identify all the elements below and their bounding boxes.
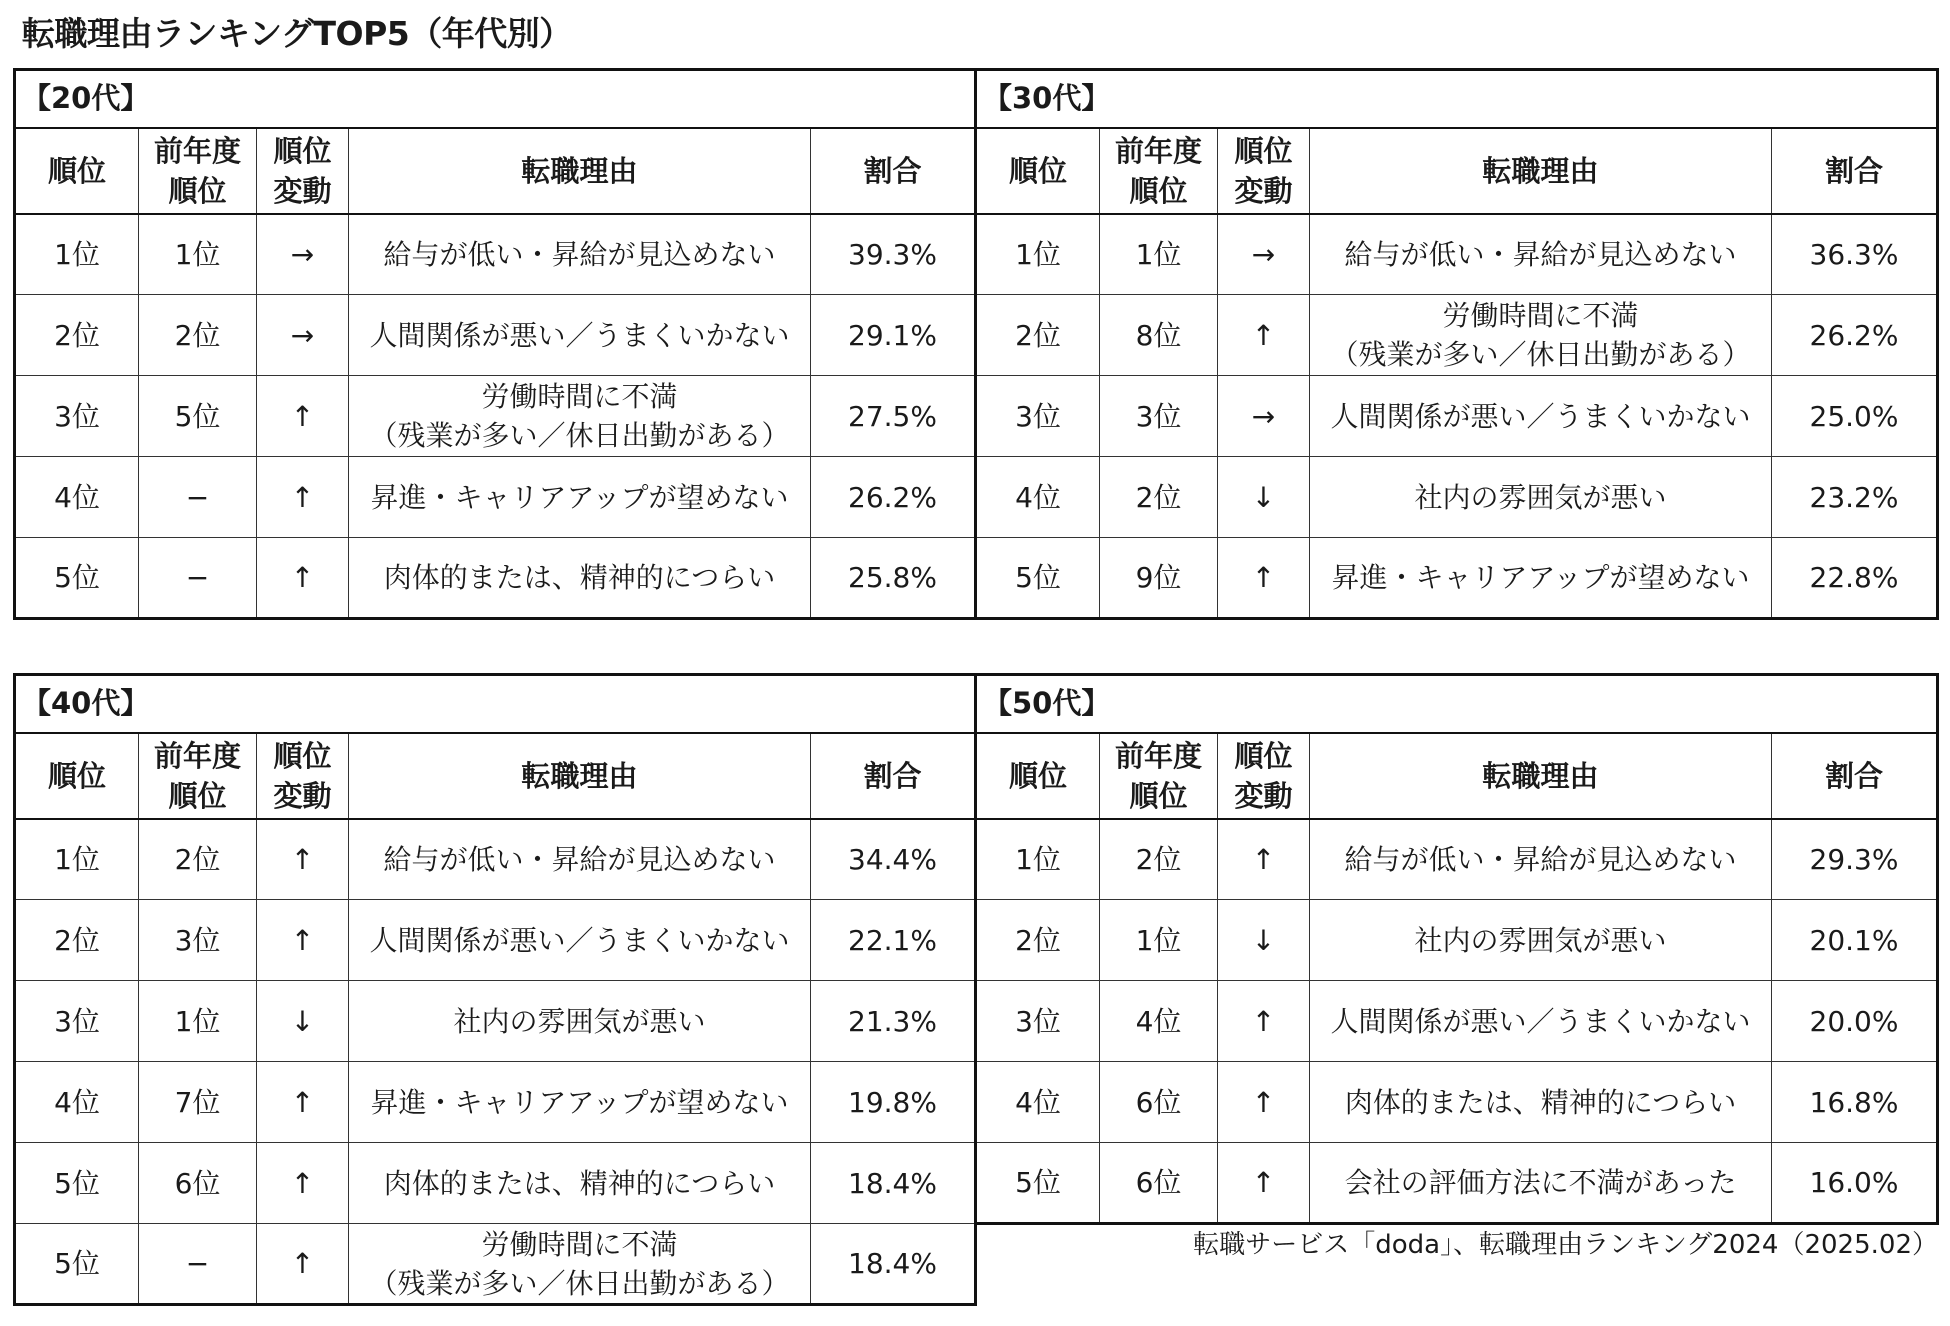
- age-group-label: 【50代】: [976, 675, 1938, 733]
- table-row: [976, 295, 1938, 376]
- prev-rank-cell: 6位: [139, 1143, 257, 1224]
- table-row: [976, 457, 1938, 538]
- text-line: （残業が多い／休日出勤がある）: [1330, 338, 1751, 371]
- text-line: 順位: [273, 133, 332, 168]
- prev-rank-cell: −: [139, 538, 257, 619]
- text-line: 順位: [273, 738, 332, 773]
- ratio-cell: 23.2%: [1772, 457, 1938, 538]
- header-ratio: 割合: [811, 733, 976, 819]
- reason-cell: [349, 376, 811, 457]
- header-prev-rank: [139, 733, 257, 819]
- header-rank-change: [257, 733, 349, 819]
- reason-cell: [1310, 1062, 1772, 1143]
- reason-cell: [1310, 376, 1772, 457]
- text-line: 労働時間に不満: [1442, 299, 1639, 332]
- ratio-cell: 20.0%: [1772, 981, 1938, 1062]
- rank-cell: 1位: [976, 819, 1100, 900]
- prev-rank-cell: 2位: [1100, 457, 1218, 538]
- prev-rank-cell: 7位: [139, 1062, 257, 1143]
- table-row: [976, 1062, 1938, 1143]
- prev-rank-cell: 2位: [139, 295, 257, 376]
- table-row: [15, 819, 976, 900]
- group-title-row: [976, 675, 1938, 733]
- ratio-cell: 29.1%: [811, 295, 976, 376]
- text-line: 社内の雰囲気が悪い: [1414, 480, 1667, 514]
- header-ratio: 割合: [811, 128, 976, 214]
- rank-cell: 2位: [976, 900, 1100, 981]
- rank-change-cell: ↓: [1218, 900, 1310, 981]
- header-prev-rank: [139, 128, 257, 214]
- ranking-table-30s: [974, 68, 1939, 620]
- table-row: [15, 900, 976, 981]
- header-rank: 順位: [15, 128, 139, 214]
- header-prev-rank: [1100, 733, 1218, 819]
- ranking-table-20s: [13, 68, 977, 620]
- text-line: 会社の評価方法に不満があった: [1344, 1166, 1737, 1199]
- rank-change-cell: ↑: [1218, 295, 1310, 376]
- rank-cell: 5位: [976, 538, 1100, 619]
- rank-change-cell: →: [257, 214, 349, 295]
- rank-change-cell: ↑: [257, 457, 349, 538]
- reason-cell: [349, 214, 811, 295]
- table-row: [15, 376, 976, 457]
- rank-change-cell: ↓: [257, 981, 349, 1062]
- text-line: 順位: [1234, 738, 1293, 773]
- header-reason: 転職理由: [1310, 128, 1772, 214]
- text-line: 給与が低い・昇給が見込めない: [383, 842, 776, 876]
- prev-rank-cell: −: [139, 1224, 257, 1305]
- reason-cell: [1310, 295, 1772, 376]
- header-row: [15, 128, 976, 214]
- header-reason: 転職理由: [349, 128, 811, 214]
- ratio-cell: 25.8%: [811, 538, 976, 619]
- table-row: [15, 1143, 976, 1224]
- header-ratio: 割合: [1772, 733, 1938, 819]
- table-row: [976, 900, 1938, 981]
- rank-cell: 2位: [976, 295, 1100, 376]
- rank-change-cell: ↑: [257, 900, 349, 981]
- rank-cell: 2位: [15, 295, 139, 376]
- rank-change-cell: ↓: [1218, 457, 1310, 538]
- prev-rank-cell: 4位: [1100, 981, 1218, 1062]
- text-line: 順位: [1129, 173, 1188, 208]
- table-row: [15, 1062, 976, 1143]
- text-line: 前年度: [1114, 133, 1202, 168]
- prev-rank-cell: 3位: [139, 900, 257, 981]
- rank-cell: 3位: [15, 981, 139, 1062]
- ratio-cell: 21.3%: [811, 981, 976, 1062]
- table-row: [15, 214, 976, 295]
- rank-cell: 5位: [15, 1143, 139, 1224]
- prev-rank-cell: −: [139, 457, 257, 538]
- ratio-cell: 26.2%: [1772, 295, 1938, 376]
- text-line: 昇進・キャリアアップが望めない: [370, 480, 789, 514]
- rank-change-cell: ↑: [257, 1143, 349, 1224]
- ratio-cell: 36.3%: [1772, 214, 1938, 295]
- header-rank: 順位: [15, 733, 139, 819]
- text-line: 人間関係が悪い／うまくいかない: [1330, 1004, 1751, 1038]
- ratio-cell: 22.1%: [811, 900, 976, 981]
- text-line: 給与が低い・昇給が見込めない: [1344, 842, 1737, 876]
- reason-cell: [349, 538, 811, 619]
- rank-cell: 1位: [15, 819, 139, 900]
- rank-change-cell: →: [1218, 214, 1310, 295]
- rank-cell: 4位: [15, 457, 139, 538]
- text-line: 前年度: [153, 738, 241, 773]
- rank-change-cell: ↑: [257, 538, 349, 619]
- rank-change-cell: ↑: [257, 1062, 349, 1143]
- text-line: 肉体的または、精神的につらい: [383, 561, 776, 594]
- header-rank: 順位: [976, 733, 1100, 819]
- rank-cell: 5位: [15, 1224, 139, 1305]
- ratio-cell: 18.4%: [811, 1143, 976, 1224]
- text-line: 人間関係が悪い／うまくいかない: [369, 923, 790, 957]
- rank-change-cell: ↑: [1218, 981, 1310, 1062]
- reason-cell: [349, 1224, 811, 1305]
- reason-cell: [1310, 1143, 1772, 1224]
- reason-cell: [349, 900, 811, 981]
- text-line: 順位: [168, 778, 227, 813]
- age-group-label: 【40代】: [15, 675, 976, 733]
- source-note: 転職サービス「doda」、転職理由ランキング2024（2025.02）: [1193, 1230, 1938, 1260]
- text-line: 変動: [1234, 778, 1293, 813]
- table-row: [976, 981, 1938, 1062]
- age-group-label: 【20代】: [15, 70, 976, 128]
- group-title-row: [15, 70, 976, 128]
- ranking-table-50s: [974, 673, 1939, 1225]
- prev-rank-cell: 5位: [139, 376, 257, 457]
- ratio-cell: 27.5%: [811, 376, 976, 457]
- ratio-cell: 20.1%: [1772, 900, 1938, 981]
- text-line: 人間関係が悪い／うまくいかない: [369, 318, 790, 352]
- text-line: 肉体的または、精神的につらい: [1344, 1085, 1737, 1119]
- ratio-cell: 16.0%: [1772, 1143, 1938, 1224]
- ratio-cell: 19.8%: [811, 1062, 976, 1143]
- prev-rank-cell: 6位: [1100, 1143, 1218, 1224]
- ratio-cell: 16.8%: [1772, 1062, 1938, 1143]
- header-rank-change: [1218, 128, 1310, 214]
- prev-rank-cell: 1位: [1100, 900, 1218, 981]
- table-row: [976, 376, 1938, 457]
- header-reason: 転職理由: [349, 733, 811, 819]
- table-row: [15, 1224, 976, 1305]
- reason-cell: [349, 981, 811, 1062]
- prev-rank-cell: 2位: [139, 819, 257, 900]
- rank-cell: 2位: [15, 900, 139, 981]
- reason-cell: [349, 819, 811, 900]
- ratio-cell: 25.0%: [1772, 376, 1938, 457]
- reason-cell: [349, 457, 811, 538]
- ratio-cell: 39.3%: [811, 214, 976, 295]
- text-line: 順位: [1129, 778, 1188, 813]
- rank-cell: 3位: [976, 981, 1100, 1062]
- text-line: 変動: [1234, 173, 1293, 208]
- reason-cell: [349, 295, 811, 376]
- reason-cell: [1310, 819, 1772, 900]
- prev-rank-cell: 3位: [1100, 376, 1218, 457]
- header-row: [976, 733, 1938, 819]
- prev-rank-cell: 2位: [1100, 819, 1218, 900]
- text-line: 変動: [273, 173, 332, 208]
- rank-change-cell: ↑: [1218, 819, 1310, 900]
- rank-change-cell: ↑: [1218, 538, 1310, 619]
- table-row: [976, 214, 1938, 295]
- table-row: [15, 981, 976, 1062]
- text-line: 変動: [273, 778, 332, 813]
- reason-cell: [349, 1143, 811, 1224]
- header-rank-change: [257, 128, 349, 214]
- table-row: [15, 538, 976, 619]
- text-line: （残業が多い／休日出勤がある）: [369, 419, 790, 452]
- text-line: 前年度: [153, 133, 241, 168]
- header-row: [976, 128, 1938, 214]
- table-row: [976, 538, 1938, 619]
- rank-change-cell: ↑: [257, 819, 349, 900]
- rank-change-cell: →: [1218, 376, 1310, 457]
- prev-rank-cell: 1位: [139, 214, 257, 295]
- text-line: 昇進・キャリアアップが望めない: [1331, 561, 1750, 594]
- text-line: 人間関係が悪い／うまくいかない: [1330, 399, 1751, 433]
- text-line: 給与が低い・昇給が見込めない: [383, 237, 776, 271]
- text-line: 前年度: [1114, 738, 1202, 773]
- reason-cell: [349, 1062, 811, 1143]
- header-prev-rank: [1100, 128, 1218, 214]
- rank-cell: 1位: [976, 214, 1100, 295]
- rank-cell: 4位: [15, 1062, 139, 1143]
- ratio-cell: 34.4%: [811, 819, 976, 900]
- text-line: 労働時間に不満: [481, 380, 678, 413]
- rank-change-cell: ↑: [1218, 1062, 1310, 1143]
- rank-cell: 5位: [976, 1143, 1100, 1224]
- rank-change-cell: ↑: [257, 376, 349, 457]
- page-title: 転職理由ランキングTOP5（年代別）: [22, 14, 572, 53]
- text-line: 給与が低い・昇給が見込めない: [1344, 237, 1737, 271]
- table-row: [976, 1143, 1938, 1224]
- text-line: 肉体的または、精神的につらい: [383, 1166, 776, 1200]
- prev-rank-cell: 1位: [1100, 214, 1218, 295]
- ranking-table-40s: [13, 673, 977, 1306]
- header-reason: 転職理由: [1310, 733, 1772, 819]
- rank-cell: 1位: [15, 214, 139, 295]
- rank-change-cell: ↑: [257, 1224, 349, 1305]
- ratio-cell: 22.8%: [1772, 538, 1938, 619]
- prev-rank-cell: 8位: [1100, 295, 1218, 376]
- group-title-row: [976, 70, 1938, 128]
- rank-cell: 5位: [15, 538, 139, 619]
- reason-cell: [1310, 538, 1772, 619]
- rank-cell: 3位: [15, 376, 139, 457]
- table-row: [15, 295, 976, 376]
- reason-cell: [1310, 457, 1772, 538]
- rank-change-cell: ↑: [1218, 1143, 1310, 1224]
- header-rank: 順位: [976, 128, 1100, 214]
- text-line: 順位: [1234, 133, 1293, 168]
- reason-cell: [1310, 214, 1772, 295]
- rank-cell: 4位: [976, 457, 1100, 538]
- group-title-row: [15, 675, 976, 733]
- rank-cell: 4位: [976, 1062, 1100, 1143]
- table-row: [976, 819, 1938, 900]
- header-row: [15, 733, 976, 819]
- text-line: 労働時間に不満: [481, 1227, 678, 1261]
- table-row: [15, 457, 976, 538]
- ratio-cell: 29.3%: [1772, 819, 1938, 900]
- reason-cell: [1310, 981, 1772, 1062]
- header-rank-change: [1218, 733, 1310, 819]
- prev-rank-cell: 1位: [139, 981, 257, 1062]
- text-line: 社内の雰囲気が悪い: [453, 1004, 706, 1038]
- rank-change-cell: →: [257, 295, 349, 376]
- rank-cell: 3位: [976, 376, 1100, 457]
- ratio-cell: 18.4%: [811, 1224, 976, 1305]
- text-line: （残業が多い／休日出勤がある）: [369, 1266, 790, 1300]
- text-line: 社内の雰囲気が悪い: [1414, 923, 1667, 957]
- reason-cell: [1310, 900, 1772, 981]
- prev-rank-cell: 9位: [1100, 538, 1218, 619]
- ratio-cell: 26.2%: [811, 457, 976, 538]
- text-line: 順位: [168, 173, 227, 208]
- prev-rank-cell: 6位: [1100, 1062, 1218, 1143]
- header-ratio: 割合: [1772, 128, 1938, 214]
- age-group-label: 【30代】: [976, 70, 1938, 128]
- text-line: 昇進・キャリアアップが望めない: [370, 1085, 789, 1119]
